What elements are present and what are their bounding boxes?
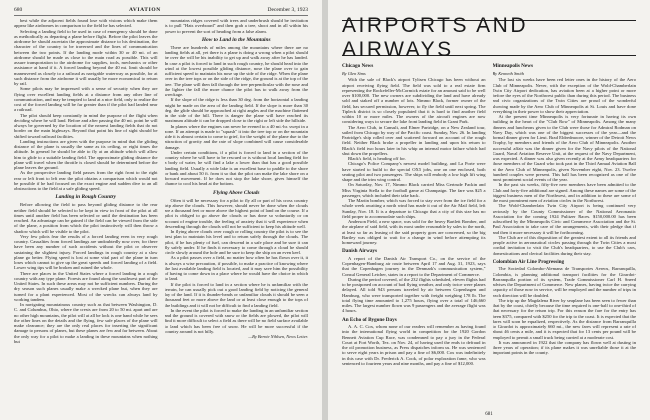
- paragraph: Chicago's Police Company's newest model building, and La Porte were have started to build to the special OX5 jobs, one on one enclosed, both seating pilot and two passengers. The ships will embody a low high lift wing shape and the trim wing control.: [342, 161, 486, 182]
- paragraph: In flying above clouds over rough or rolling country the pilot is to see the best plan to maintain his level and to return safely through the clouds. The pilot, if he has plenty of fuel, can descend in a safe place and be sure it can fly safely under. If he finds it necessary to come through a cloud he should circle slowly around the hole and be sure to keep the ship on an even keel.: [164, 229, 308, 255]
- paragraph: Very few pilots fear the results of a forced landing even in very rough country. Casualties from forced landings are undoubtedly now over, for there have been any number of such accidents without the pilot or observer sustaining the slightest injury. Forced landings in rough country at a slow plane go better. Flying speed is lost at some vital part of the plane in turn loses which cannot to give up the great speeds and forced landing of a field. Lower wing tips will be broken and ruined the whole.: [14, 233, 158, 271]
- byline: By Glen Sims: [342, 70, 366, 76]
- paragraph: The Martin bomber, which was forced to stay over from the ice field for a whole week awaiting a north wind has made it out of the Air Mail field, left Sunday, Nov. 18. It is a departure to Chicago that a city of this size has no field proper to accommodate such ships.: [342, 198, 486, 219]
- paragraph: A. A. C. Cox, whom none of our readers will remember as having found into the international flying world in competition for the 1920 Gordon Bennett Aviation Cup Race, was condemned to pay a jury in the Federal Court at Fort Worth, Tex. on Nov. 24, of having used the ends to defraud in the oil promotion business, as Press dispatches inform us. He was sentenced to serve eight years in prison and pay a fine of $6,000. Cox was indefinitely in this case with Dr. Frederick A. Cook, of polar exploration fame, who was sentenced to fourteen years and nine months, and pay a fine of $12,000.: [342, 324, 486, 366]
- paragraph: Under certain conditions, if a pilot is forced to land in a section of the country where he will have to be rescued or is without local landing field for a body of water, he will find a lake a lower than that has a good possible landing field. Usually a wide lake is an excellent base to paddle to the shore or bank and about 50 ft. from it so that the pilot can make the lake shore on a forward movement. If he does not stop the lake shore, gives himself the chance to cool his head at the bottom.: [164, 149, 308, 187]
- section-heading: Flying Above Clouds: [212, 189, 260, 196]
- paragraph: mountains ridges covered with trees and underbrush should be invitation is to pull "Hats overboard" and then grab a tree, shoot and in all within his power to prevent the sort of heading from a false alarm.: [164, 18, 308, 34]
- running-title: AVIATION: [128, 6, 161, 13]
- paragraph: On Saturday, Nov. 17, Nimmo Black carried Miss Gertrude Fackin and Miss Virginia Stella to the football game at Champaign. The fare was $25 a passenger, which included their take back.: [342, 182, 486, 198]
- article-heading: An Echo of Bygone Days: [342, 316, 397, 323]
- page-number: 680: [14, 6, 23, 13]
- masthead-title: AIRPORTS AND AIRWAYS: [342, 14, 528, 61]
- paragraph: It was announced in 1922 that the company has flown well at dusting in three years of operation; if its plane makes it was unreliable those it at the important points in the county.: [492, 339, 636, 356]
- left-column-1: [14, 18, 158, 410]
- paragraph: If the pilot is forced to land in a section where he is unfamiliar with the terrain, he can usually pick out a good landing field by noticing the general lay of the land. If it is thunder-heads or unfamiliar clouds it should be seen a thousand feet or more above the land or at least close enough to the tops of the buildings and it will not be difficult to find a landing field.: [164, 281, 308, 308]
- byline: By Kenneth Smith: [492, 70, 524, 76]
- paragraph: Selecting a landing field to be used in case of emergency should be done as methodically as departing a plane before flight. Before the pilot leaves the airdrome he should ascertain the approximate distance to his destination, the character of the country to be traversed and the lines of communication between the two points. If the landing mode within 30 or 40 mi. of an airdrome should be made as close to the main road as possible. This will assure transportation to the airdrome for supplies, tools, mechanics or other assistance at hand if it. A forced landing beyond the 40 mi. limit should be maneuvered as closely to a railroad as navigable waterway as possible, for at such distance from the airdrome it will usually be more economical to return by rail.: [14, 28, 158, 86]
- section-heading: How to Land in the Mountains: [201, 36, 271, 43]
- paragraph: Often it will be necessary for a pilot to fly all or part of his cross country trip above the clouds. This however, should never be done when the clouds are a thousand feet or more above the highest point of land on the course. If a pilot is obliged to go above the clouds or has done so voluntarily or on account of engine trouble, the feeling of anxiety that it will experience when descending through the clouds will not be sufficient to keep his altitude well.: [164, 197, 308, 229]
- article-heading: Danish Airways: [342, 248, 378, 255]
- paragraph: Anderson Field, a new space, was sold for the heavy Bartlett Bomber, and the airplane of said field, with its most under reasonable by sales to the north, at least so far as leasing of the said property goes are concerned, so the big Bartley was obliged to wait for a change in wind before attempting its homeward journey.: [342, 219, 486, 245]
- paragraph: best while the adjacent fields found lose with visions which make them appear like airdromes in comparison to the field he has selected.: [14, 18, 158, 29]
- left-page: [0, 0, 322, 420]
- paragraph: A report of the Danish Air Transport Co., on the service of the Copenhagen-Hamburg air route between April 17 and Aug. 31, 1923, says that the Copenhagen journey in the Denmark's communication system," Consul General Letcher, states in a report to the Department of Commerce.: [342, 255, 486, 277]
- paragraph: At the present time Minneapolis is very fortunate in having its own building in the heart of the "Club Row" of Minneapolis. Among the many dinners and luncheons given to the Club were those for Admiral Rodman on Navy Day, which was one of the biggest successes of the year—and the formal dinner given for Lieut. Brad Eldredmoore, winner of the Detroit News Trophy, by members and friends of the Aero Club of Minneapolis. Another successful affair was the dinner given for the Navy pilots of the National Guard, Naval Aviation Reserve Unit, at the request of the Navy Department, was expected. A dinner was also given recently at the Army headquarters for those members of the Guard who took part in the Third Annual Aviation Ball at the Aero Club of Minneapolis, given November eight, Nov. 23. Twelve hundred couples were present. This ball has been recognized as one of the most prominent social events of the year.: [492, 114, 636, 182]
- paragraph: Some pilots may be impressed with a sense of security when they are flying over excellent landing fields at a distance from any other line of communication, and may be tempted to land at a nice field, only to realize the cost of the forced landing will be far greater than if the pilot had landed near a railroad.: [14, 86, 158, 113]
- issue-date: December 3, 1923: [267, 6, 308, 13]
- article-heading: Colombian Air Line Progressing: [492, 258, 565, 265]
- section-heading: Landing in Rough Country: [55, 194, 117, 201]
- credit-line: —By Bernie Nihlsen, News Letter.: [248, 334, 308, 339]
- left-columns: [14, 18, 308, 410]
- paragraph: With the sale of Black's airport Tyltsen Chicago has been without an airport receiving flying field. The field was sold to a real estate firm representing the Rockefeller-McCormick estate for an amount said to be well over $100,000. The new owners are subdividing the land and have already sold and staked off a number of lots. Nimmo Black, former owner of the field, has secured permission, however, to fly the field until next spring. The Tipleck district is so closely populated that it is hard to find another field within 10 or more miles. The owners of the aircraft engines are now considering ways to secure the lake front landing field in Grant Park.: [342, 77, 486, 125]
- section-masthead: [342, 14, 636, 61]
- paragraph: There are places in the United States where a forced landing in a rough country with any type plane. Forests are found along the southwest part of the United States. In such these areas may not be sufficient numbers. During the dry season such planes usually make a wrecked plane but, when they are turned for a plant experienced. Most of the wrecks can always land by working tandem.: [14, 270, 158, 302]
- paragraph: There are hundreds of miles among the mountains where there are no landing fields at all, yet there is a plane is doing a wrong when a pilot should be over the will be his inability to get up and walk away after he has landed. In case a pilot is forced to land in such rough country, he should head into the wind at the lowest possible gliding distance, nose the plane over to gain sufficient speed to maintain his nose up the side of the ridge. When the plane over in the tree tops or on the side of the ridge, the ground is at the top of the tree. The plane will then fall through the tree perpendicular with the nose and the lighter the fall the more chance the pilot has to walk away from the wreckage.: [164, 44, 308, 97]
- paragraph: In the past six weeks, fifty-five new members have been admitted to the Club and forty-five additional are signed. Among these names are some of the biggest business men of the Northwest, and in addition to these are some of the most prominent men of aviation circles in the Northwest.: [492, 182, 636, 203]
- left-column-2: [165, 18, 309, 410]
- paragraph: The pilot should keep constantly in mind the purpose of the flight when deciding where he will land. Before and after passing the 40 mi. point he will always be governed by the location of the nearest landing fields that do not border on the main highways. Beyond that point his line of sight should be shifted toward railroad facilities.: [14, 112, 158, 139]
- paragraph: As the prospective landing field passes from the right front to the right rear or left front to left rear the pilot obtains a comparison which would not be possible if he had focused on the exact engine and sudden dive to an all obstructions to the field at a safe gliding speed.: [14, 170, 158, 191]
- paragraph: The Aero Club, in Cansult, and Elmer Partridge, on a New Zealand tour, sailed from Chicago by way of the Pacific coast. Sunday, Nov. 26. In landing Partridge's ship rolled over and scattered forward on account of the rough field. Neither Black broke a propeller in landing and upon his return to Black's field two hours later in his whip an internal motor failure which had shut down the propellers.: [342, 124, 486, 156]
- article-heading: Chicago News: [342, 63, 374, 69]
- right-columns: [342, 60, 636, 408]
- paragraph: The Club are of this disposition of the greatest extent to all its friends and people active in aeronautical circles passing through the Twin Cities a most cordial invitation to visit the Club's headquarters, to use the Club's cars, domestications and clerical facilities during their stay.: [492, 234, 636, 256]
- right-column-2: [493, 60, 637, 408]
- paragraph: The Sociedad Colombo-Alemana de Transportes Aereos, Barranquilla, Colombia, is planning additional transport facilities for the Girardot-Barranquilla portion of its system, Trade Commissioner Carl H. Sneed advises the Department of Commerce. New planes, having twice the carrying capacity of those now in service, will be employed and the number of trips in each direction will be doubled.: [492, 266, 636, 298]
- paragraph: The trip up the Magdalena River by seaplane has been seen to fewer than that by the coast, chiefly because the time required is one-half to one-third of that necessary for the return trip. For this reason the fare for the entry has been $375, compared with $250 for the trip to the coast. It is expected that the fares will soon be equalized, respectively. As the distance from Barranquilla to Girardot is approximately 660 mi., the new fares will represent a rate of about 46 cents a mile, and it is expected that for 13 cents per pound will be employed to permit a small truck being carried at a moderate cost.: [492, 297, 636, 340]
- article-heading: Minneapolis News: [492, 63, 533, 69]
- folio-number: 681: [485, 412, 493, 417]
- paragraph: Black's field, is heading off for.: [348, 156, 406, 161]
- paragraph: During the period covered, of the 232 flights scheduled, eleven flights had to be postponed on account of bad flying weather, and only twice were planes delayed. All told 943 persons traveled by air between Copenhagen and Hamburg, who were transported together with freight weighing 178 lb. The total flying time amounted to 1,275 hours, flying over a total of 146,660 miles. The largest number flown was 9 passengers and the average flight was 4 hours.: [342, 276, 486, 314]
- right-column-1: [342, 60, 486, 408]
- paragraph: In the event the pilot is forced to make the landing in an unfamiliar section and the ground is covered with snow or the fields are plowed, the pilot will find it more difficult to select a field as there will be no field surface available to land which has been free of snow. He will be more successful if the country around is not hilly.: [164, 307, 308, 334]
- paragraph: If the slope of the ridge is less than 30 deg. from the horizontal a landing might be made on the area of the landing field. If the slope is more than 30 deg. the glide should be approached at right angles and the machine flattened in the side of the hill. There is danger the plane will have reached its maximum altitude it can be dropped close to the right or left side the hillside.: [164, 97, 308, 124]
- paragraph: The last six weeks have been red letter ones in the history of the Aero Club of Minneapolis. Never, with the exception of the Wold-Chamberlain Twin City Airport dedication, has aviation been at a higher point or more before the eyes of the Northwest public than during this period. The business and civic organizations of the Twin Cities are proud of the wonderful showing made by the Aero Club of Minneapolis at St. Louis and have done everything in their power to show their appreciation.: [492, 77, 636, 114]
- paragraph: Landing instructions are given with the purpose in mind that the gliding distance of the plane is usually the same as its ceiling, or eight times the altitude. In general he should be able to fly at an altitude which will allow him to glide to a suitable landing field. The approximate gliding distance the plane will travel when the throttle is closed should be determined before the plane leaves the ground.: [14, 138, 158, 170]
- paragraph: In navigating mountainous country such as that between Washington, D. C. and Columbus, Ohio, where the crests are from 20 to 50 mi. apart and are no other high mountains, the pilot will at all be lock is one hand while he sees the other lines on the details and the flying, few safe places of the plane will make clearance; they are the only real places for inserting the significant damage to persons of planes, but these planes are few and far between. About the only way for a pilot to make a landing in these mountains when nothing but: [14, 302, 158, 344]
- paragraph: In planes where the engines can never be evened to a 40 mi.-hr. swept in a zone. If an attempt is made to "squash" it into the tree top or on the mountain side it is almost certain to come to grief, for the weight of the plane due to the attraction of gravity and the rate of slope combined will cause considerable damage.: [164, 123, 308, 150]
- paragraph: The Wold-Chamberlain Twin City Airport is being continued very seriously by the County Commissioner of the National Aeronautic Association for the coming 1924 Pulitzer Races. $150,000.00 has been subscribed by the Minneapolis Civic and Commerce Association and the St. Paul Association to take care of the arrangements, with their pledge that if and then it more necessary it will be forthcoming.: [492, 203, 636, 235]
- right-page: [328, 0, 650, 420]
- paragraph: Before allowing the field to pass beyond gliding distance to the rear neither field should be selected to be kept in view in front of the pilot at all times until another field has been selected or until the destination has been reached. An advantage can be gained if the field can be viewed from the side of the plane, a position from which the pilot instinctively will then throw a shadow which will be visible to the pilot.: [14, 202, 158, 234]
- page-header: [14, 5, 308, 16]
- paragraph: As a pilot passes over a field, no matter how often he has flown over it, it is always a wise precaution, if possible, to make a practice of knowing where the last available landing field is located, and it may save him the possibility of having to come down in a place where he would have the choice in which to land.: [164, 255, 308, 282]
